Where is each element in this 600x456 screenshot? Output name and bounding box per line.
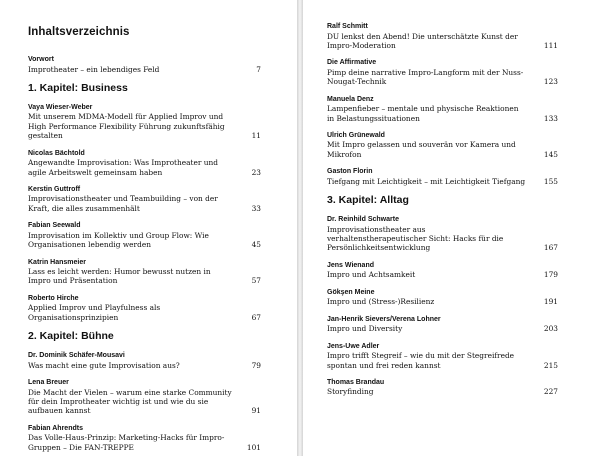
toc-entry-vorwort <box>28 55 261 74</box>
entry-title: Lampenfieber – mentale und physische Reaktionen in Belastungssituationen <box>327 104 519 123</box>
entry-author: Kerstin Guttroff <box>28 185 81 193</box>
entry-title: Improvisationstheater aus verhaltenstherapeutischer Sicht: Hacks für die Persönlichkeitsentwicklung <box>327 224 504 253</box>
entry-title: Improvisation im Kollektiv und Group Flow: Wie Organisationen lebendig werden <box>28 230 209 250</box>
toc-entry <box>327 95 558 123</box>
entry-title: Das Volle-Haus-Prinzip: Marketing-Hacks für Impro-Gruppen – Die FAN-TREPPE <box>28 433 225 452</box>
entry-page-number: 79 <box>251 360 261 370</box>
entry-title: Impro und (Stress-)Resilienz <box>327 297 435 307</box>
chapter-heading-1: 1. Kapitel: Business <box>28 81 128 94</box>
entry-author: Fabian Seewald <box>28 222 81 230</box>
entry-page-number: 45 <box>251 240 261 250</box>
toc-entry <box>28 258 261 286</box>
entry-page-number: 11 <box>251 131 261 141</box>
entry-line <box>28 433 261 452</box>
entry-title: Was macht eine gute Improvisation aus? <box>28 360 180 370</box>
entry-title: Die Macht der Vielen – warum eine starke Community für dein Improtheater wichtig ist und wie du sie aufbauen kannst <box>28 387 232 416</box>
entry-line <box>327 140 558 159</box>
entry-page-number: 7 <box>256 64 261 74</box>
entry-line <box>28 158 261 177</box>
entry-page-number: 23 <box>251 167 261 177</box>
toc-entry <box>327 215 558 253</box>
entry-author: Gaston Florin <box>327 168 373 176</box>
entry-author: Ulrich Grünewald <box>327 131 385 139</box>
entry-author: Fabian Ahrendts <box>28 424 83 432</box>
entry-title: Storyfinding <box>327 387 374 397</box>
chapter-heading-3: 3. Kapitel: Alltag <box>327 194 409 207</box>
entry-author: Thomas Brandau <box>327 378 385 386</box>
toc-entry <box>28 149 261 177</box>
toc-entry <box>327 288 558 307</box>
entry-line <box>327 68 558 87</box>
entry-author: Manuela Denz <box>327 95 374 103</box>
entry-author: Katrin Hansmeier <box>28 258 86 266</box>
toc-entry <box>327 378 558 397</box>
entry-author: Dr. Reinhild Schwarte <box>327 216 399 224</box>
toc-entry <box>28 221 261 249</box>
chapter-heading-2: 2. Kapitel: Bühne <box>28 330 114 343</box>
entry-line <box>327 104 558 123</box>
entry-line <box>28 194 261 213</box>
entry-page-number: 123 <box>543 77 558 87</box>
entry-page-number: 191 <box>543 297 558 307</box>
entry-author: Nicolas Bächtold <box>28 149 85 157</box>
toc-entry <box>28 378 261 416</box>
entry-title: Mit Impro gelassen und souverän vor Kamera und Mikrofon <box>327 140 516 159</box>
toc-entry <box>327 58 558 86</box>
entry-author: Jens-Uwe Adler <box>327 342 380 350</box>
toc-entry <box>28 294 261 322</box>
entry-page-number: 133 <box>543 113 558 123</box>
entry-line <box>327 177 558 186</box>
entry-title: Applied Improv und Playfulness als Organisationsprinzipien <box>28 303 161 322</box>
entry-line <box>327 32 558 51</box>
entry-line <box>327 270 558 279</box>
entry-line <box>28 112 261 140</box>
toc-entry <box>28 103 261 141</box>
entry-title: Impro trifft Stegreif – wie du mit der Stegreifrede spontan und frei reden kannst <box>327 351 515 370</box>
toc-title: Inhaltsverzeichnis <box>28 26 130 38</box>
entry-author: Ralf Schmitt <box>327 23 368 30</box>
toc-entry <box>327 167 558 186</box>
entry-title: Impro und Diversity <box>327 324 403 334</box>
entry-line <box>28 303 261 322</box>
entry-line <box>28 65 261 74</box>
entry-page-number: 111 <box>543 40 558 50</box>
entry-page-number: 57 <box>251 276 261 286</box>
entry-page-number: 215 <box>543 360 558 370</box>
entry-page-number: 155 <box>543 176 558 186</box>
entry-author: Lena Breuer <box>28 379 69 387</box>
entry-author: Die Affirmative <box>327 59 377 67</box>
entry-page-number: 167 <box>543 243 558 253</box>
entry-line <box>28 267 261 286</box>
entry-title: Improvisationstheater und Teambuilding – von der Kraft, die alles zusammenhält <box>28 194 218 213</box>
entry-title: Tiefgang mit Leichtigkeit – mit Leichtigkeit Tiefgang <box>327 176 526 186</box>
entry-author: Vorwort <box>28 56 54 63</box>
toc-entry <box>327 315 558 334</box>
entry-page-number: 203 <box>543 324 558 334</box>
entry-title: Impro und Achtsamkeit <box>327 270 416 280</box>
entry-author: Jens Wienand <box>327 261 375 269</box>
toc-entry <box>327 261 558 280</box>
entry-title: Angewandte Improvisation: Was Improtheater und agile Arbeitswelt gemeinsam haben <box>28 158 219 177</box>
entry-title: DU lenkst den Abend! Die unterschätzte Kunst der Impro-Moderation <box>327 31 518 50</box>
entry-line <box>28 388 261 416</box>
toc-entry <box>28 424 261 452</box>
entry-page-number: 227 <box>543 387 558 397</box>
entry-author: Dr. Dominik Schäfer-Mousavi <box>28 352 125 360</box>
entry-line <box>28 231 261 250</box>
entry-author: Gökşen Meine <box>327 288 375 296</box>
entry-line <box>327 387 558 396</box>
toc-entry <box>327 22 558 50</box>
entry-author: Vaya Wieser-Weber <box>28 103 93 111</box>
entry-author: Jan-Henrik Sievers/Verena Lohner <box>327 315 441 323</box>
entry-line <box>28 361 261 370</box>
right-page <box>303 0 600 456</box>
entry-line <box>327 351 558 370</box>
toc-entry <box>327 131 558 159</box>
toc-entry <box>28 351 261 370</box>
entry-title: Improtheater – ein lebendiges Feld <box>28 64 160 74</box>
entry-page-number: 33 <box>251 203 261 213</box>
entry-page-number: 91 <box>251 406 261 416</box>
entry-line <box>327 225 558 253</box>
entry-title: Mit unserem MDMA-Modell für Applied Improv und High Performance Flexibility Führung zukunftsfähig gestalten <box>28 112 225 141</box>
entry-page-number: 179 <box>543 270 558 280</box>
toc-entry <box>28 185 261 213</box>
entry-author: Roberto Hirche <box>28 294 79 302</box>
entry-title: Pimp deine narrative Impro-Langform mit der Nuss-Nougat-Technik <box>327 67 524 87</box>
entry-page-number: 145 <box>543 149 558 159</box>
entry-line <box>327 324 558 333</box>
entry-page-number: 67 <box>251 312 261 322</box>
entry-page-number: 101 <box>246 442 261 452</box>
entry-line <box>327 297 558 306</box>
entry-title: Lass es leicht werden: Humor bewusst nutzen in Impro und Präsentation <box>28 267 211 286</box>
left-page <box>0 0 297 456</box>
toc-entry <box>327 342 558 370</box>
